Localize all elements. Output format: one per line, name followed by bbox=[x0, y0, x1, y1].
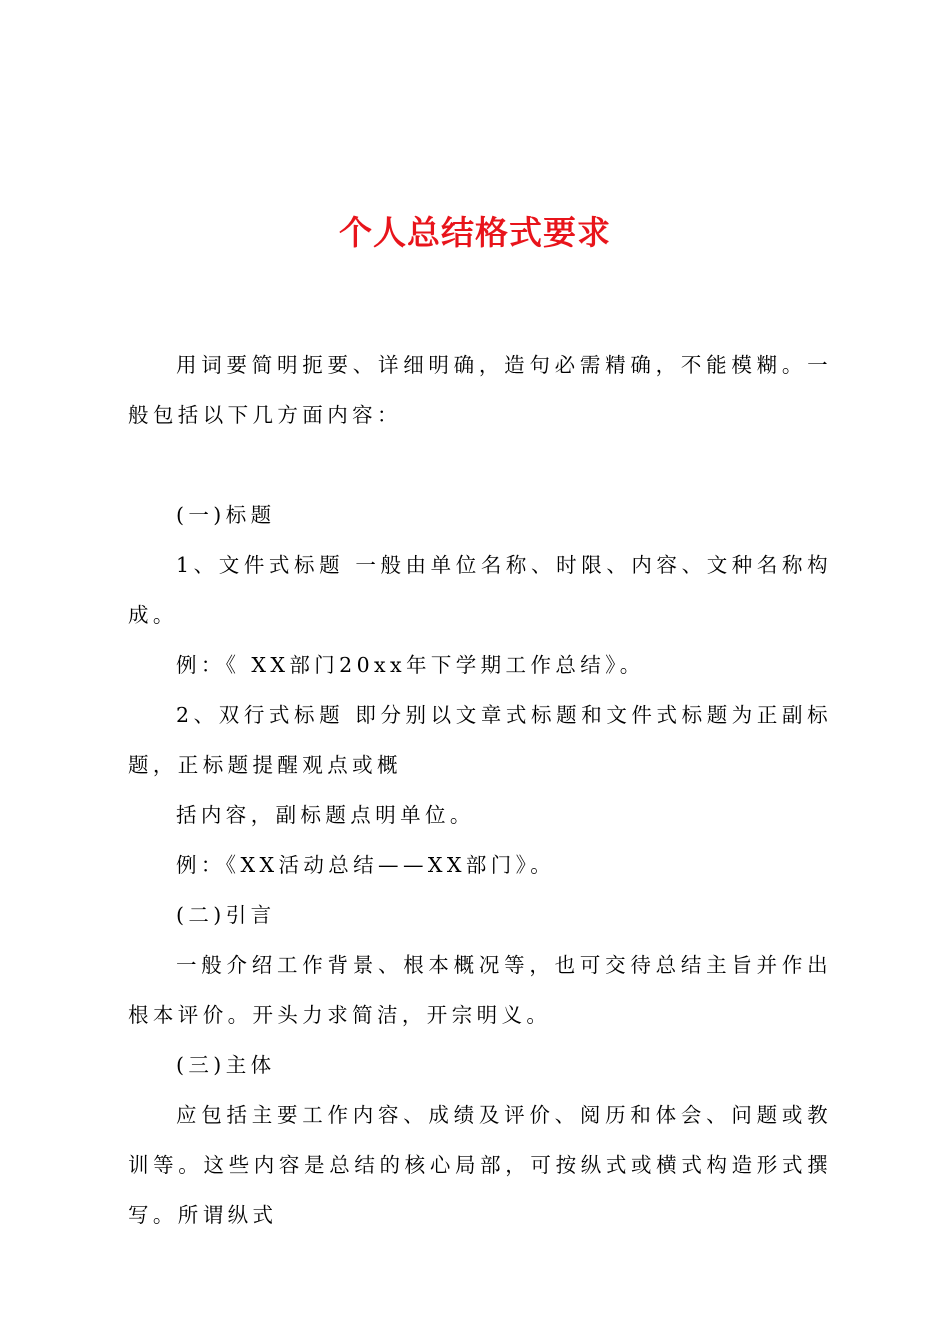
paragraph-intro-desc: 一般介绍工作背景、根本概况等，也可交待总结主旨并作出根本评价。开头力求简洁，开宗明义。 bbox=[128, 953, 832, 1027]
section-heading-intro: (二)引言 bbox=[176, 903, 276, 927]
section-heading-main: (三)主体 bbox=[176, 1053, 276, 1077]
paragraph-example-2: 例：《XX活动总结——XX部门》。 bbox=[176, 853, 556, 877]
paragraph-example-1: 例：《 XX部门20xx年下学期工作总结》。 bbox=[176, 653, 645, 677]
document-title: 个人总结格式要求 bbox=[339, 213, 611, 252]
paragraph-main-desc: 应包括主要工作内容、成绩及评价、阅历和体会、问题或教训等。这些内容是总结的核心局部，可按纵式或横式构造形式撰写。所谓纵式 bbox=[128, 1103, 832, 1227]
paragraph-double-line-title: 2、双行式标题 即分别以文章式标题和文件式标题为正副标题，正标题提醒观点或概 bbox=[128, 703, 832, 777]
document-body bbox=[128, 340, 832, 1240]
paragraph-double-line-title-cont: 括内容，副标题点明单位。 bbox=[176, 803, 475, 827]
section-heading-title: (一)标题 bbox=[176, 503, 276, 527]
paragraph-file-style-title: 1、文件式标题 一般由单位名称、时限、内容、文种名称构成。 bbox=[128, 553, 832, 627]
paragraph-intro: 用词要简明扼要、详细明确，造句必需精确，不能模糊。一般包括以下几方面内容： bbox=[128, 353, 832, 427]
